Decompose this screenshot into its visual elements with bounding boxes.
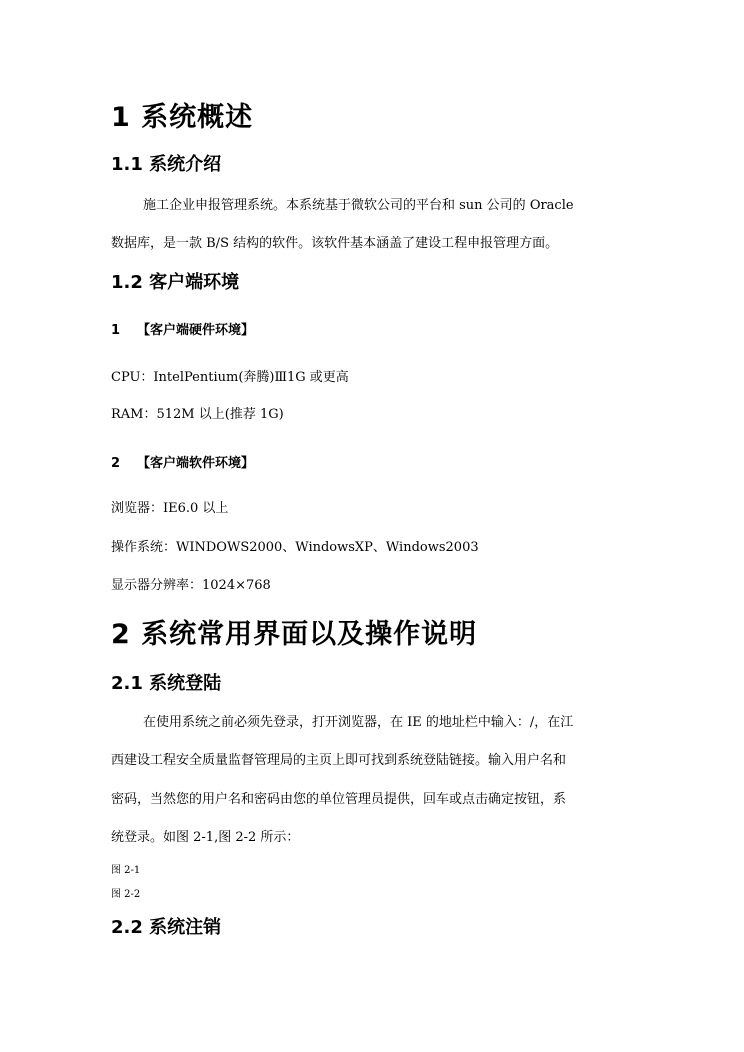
intro-paragraph-line-1: 施工企业申报管理系统。本系统基于微软公司的平台和 sun 公司的 Oracle	[143, 198, 574, 213]
login-paragraph-line-4: 统登录。如图 2-1,图 2-2 所示：	[111, 830, 300, 845]
heading-1-2-client-environment: 1.2 客户端环境	[111, 272, 240, 293]
ram-requirement: RAM：512M 以上(推荐 1G)	[111, 407, 284, 422]
heading-1-1-system-intro: 1.1 系统介绍	[111, 154, 222, 175]
heading-2-2-system-logout: 2.2 系统注销	[111, 917, 222, 938]
figure-caption-2-2: 图 2-2	[111, 889, 141, 900]
login-paragraph-line-2: 西建设工程安全质量监督管理局的主页上即可找到系统登陆链接。输入用户名和	[111, 753, 567, 768]
resolution-requirement: 显示器分辨率：1024×768	[111, 578, 271, 593]
heading-2-interface-operations: 2 系统常用界面以及操作说明	[111, 619, 478, 650]
os-requirement: 操作系统：WINDOWS2000、WindowsXP、Windows2003	[111, 540, 479, 555]
intro-paragraph-line-2: 数据库，是一款 B/S 结构的软件。该软件基本涵盖了建设工程申报管理方面。	[111, 236, 559, 251]
browser-requirement: 浏览器：IE6.0 以上	[111, 501, 229, 516]
heading-software-environment	[111, 455, 634, 473]
login-paragraph-line-1: 在使用系统之前必须先登录，打开浏览器，在 IE 的地址栏中输入：/，在江	[143, 715, 574, 730]
software-item-number: 2	[111, 456, 121, 471]
heading-1-system-overview: 1 系统概述	[111, 102, 254, 133]
cpu-requirement: CPU：IntelPentium(奔腾)Ⅲ1G 或更高	[111, 370, 349, 385]
heading-2-1-system-login: 2.1 系统登陆	[111, 673, 222, 694]
hardware-item-label: 【客户端硬件环境】	[137, 323, 255, 338]
figure-caption-2-1: 图 2-1	[111, 865, 141, 876]
login-paragraph-line-3: 密码，当然您的用户名和密码由您的单位管理员提供，回车或点击确定按钮，系	[111, 792, 567, 807]
software-item-label: 【客户端软件环境】	[137, 456, 255, 471]
hardware-item-number: 1	[111, 323, 121, 338]
heading-hardware-environment	[111, 322, 634, 340]
